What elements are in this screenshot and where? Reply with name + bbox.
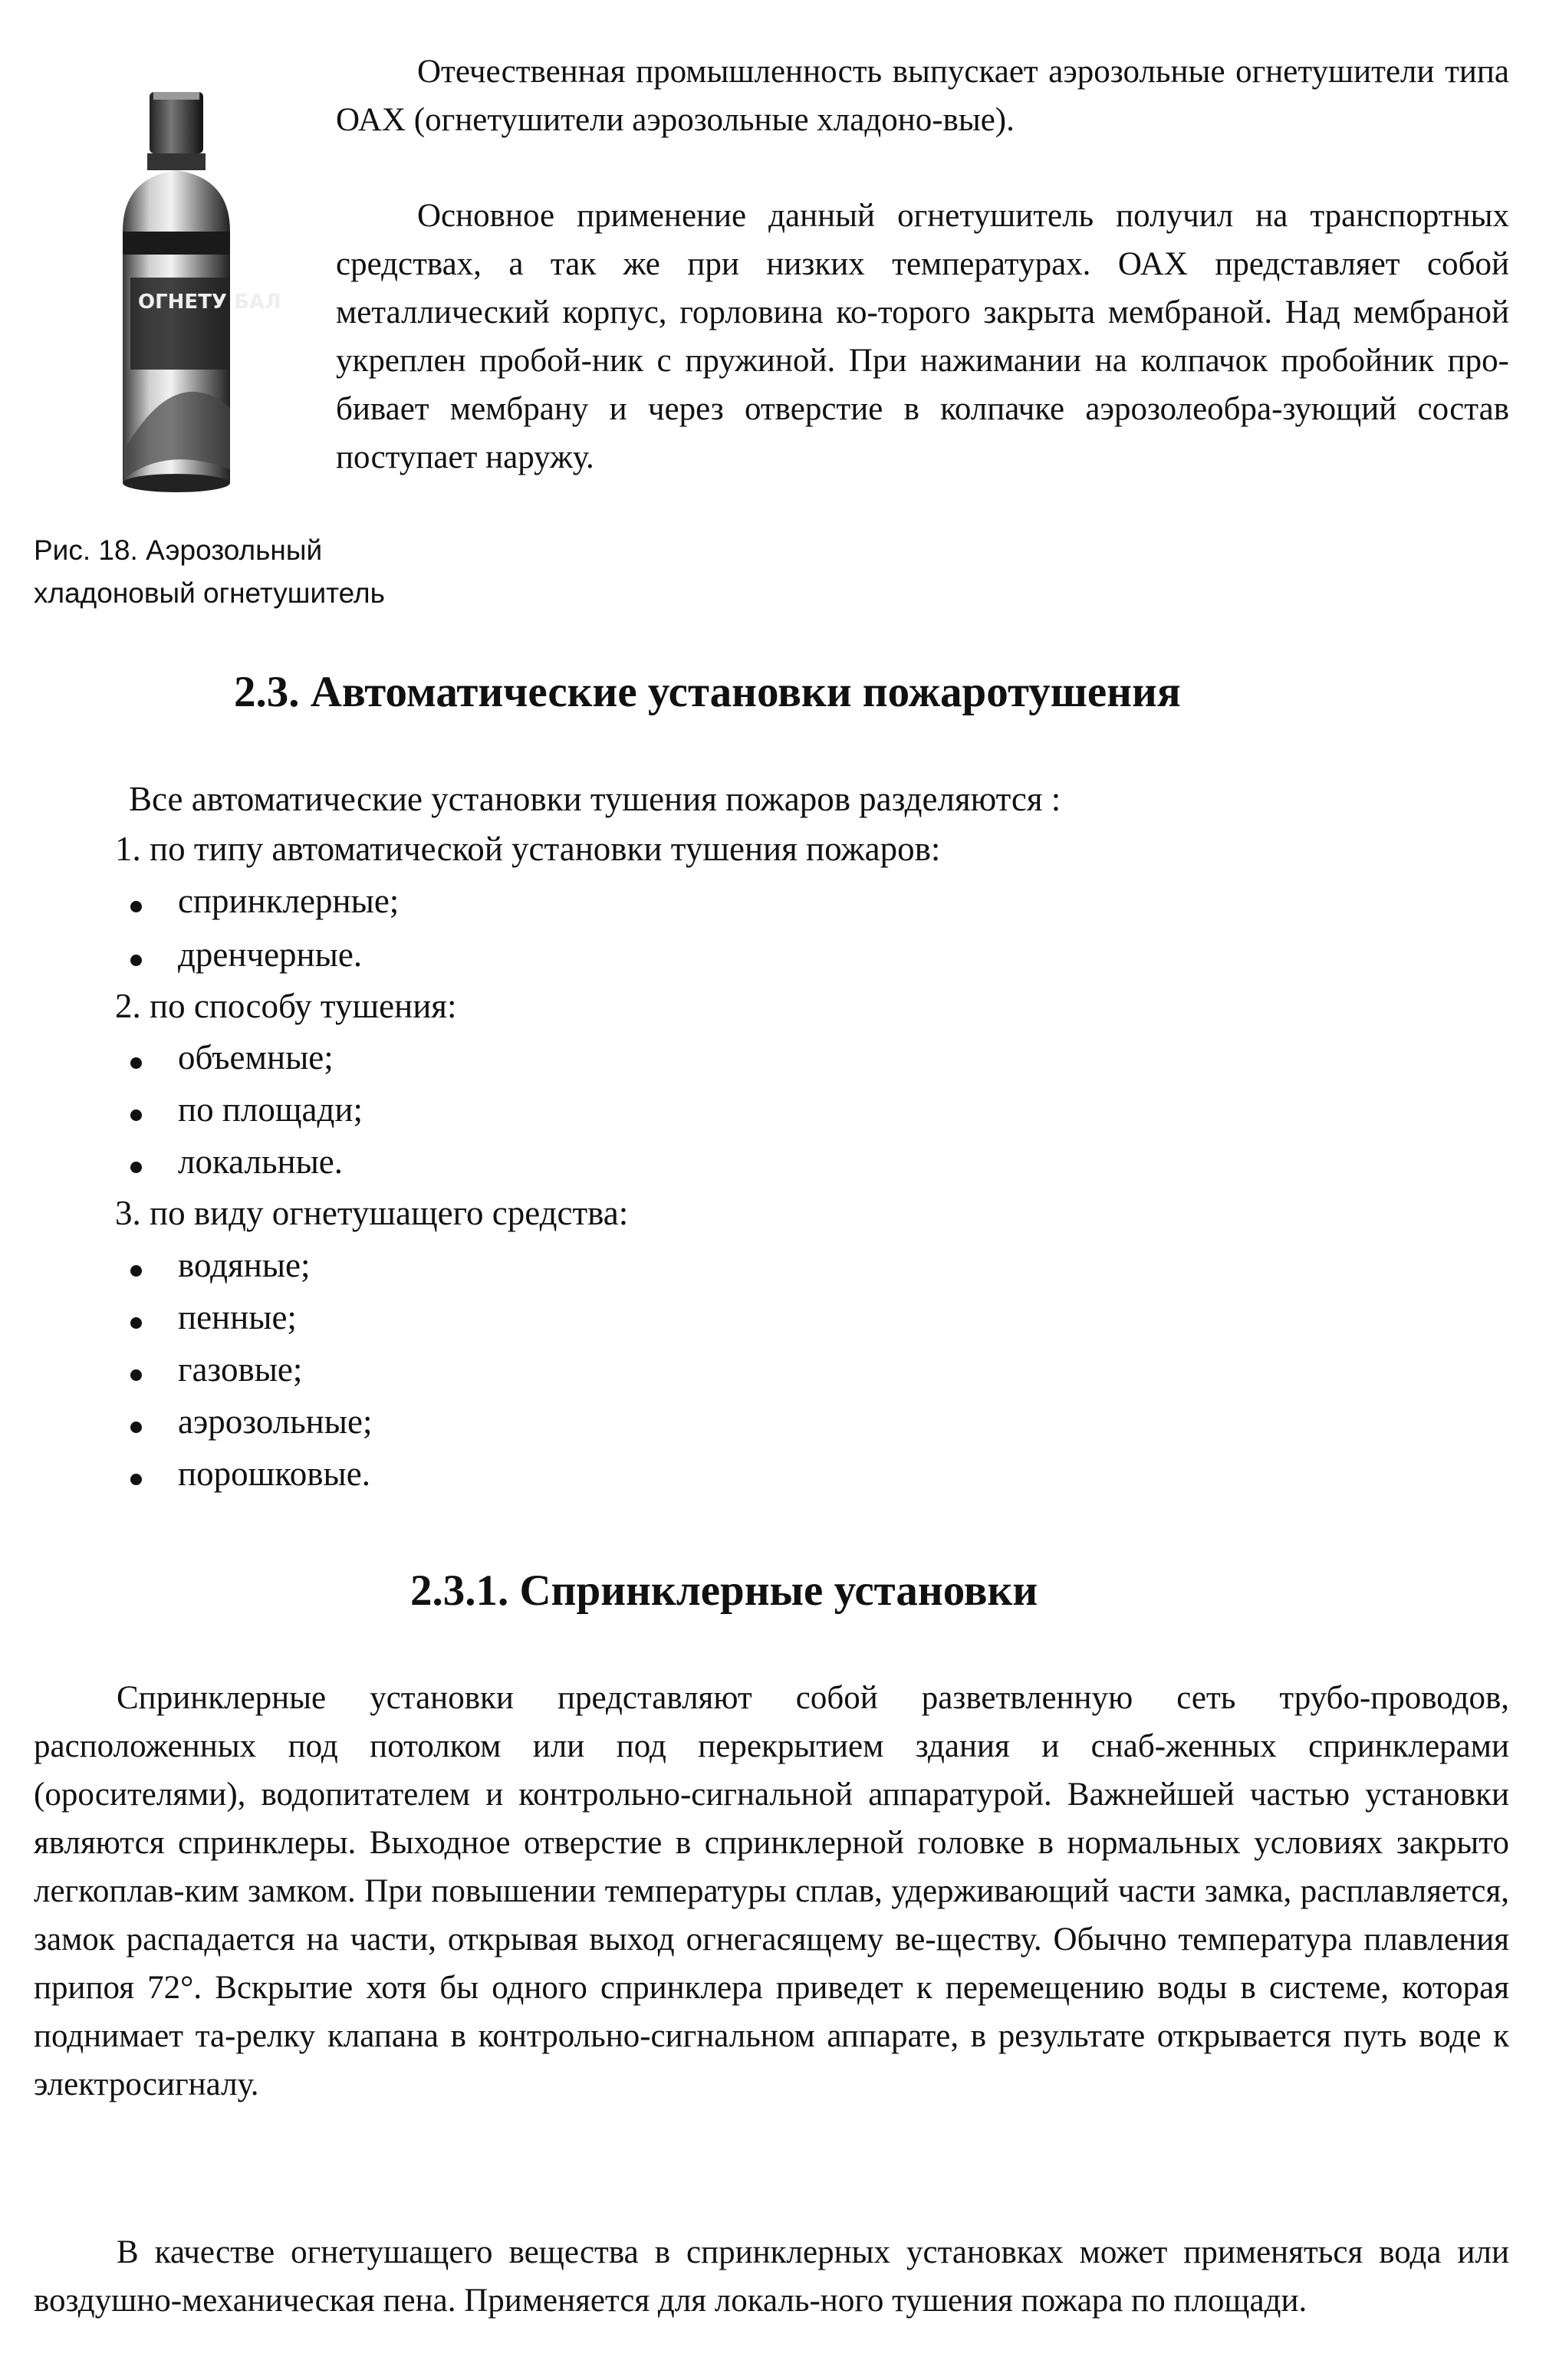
bullet-icon — [130, 955, 142, 966]
bullet-icon — [130, 1474, 142, 1485]
list-group-3: 3. по виду огнетушащего средства: — [115, 1194, 629, 1232]
bullet-icon — [130, 901, 142, 912]
bullet-icon — [130, 1057, 142, 1069]
list-item: по площади; — [178, 1090, 363, 1129]
intro-paragraph-2: Основное применение данный огнетушитель получил на транспортных средствах, а так же при низких температурах. ОАХ представляет собой металлический корпус, горловина ко-торого закрыта мембраной. Над мембраной укреплен пробой-ник с пружиной. При нажимании на колпачок пробойник про-бивает мембрану и через отверстие в колпачке аэрозолеобра-зующий состав поступает наружу. — [336, 198, 1509, 475]
list-item: локальные. — [178, 1142, 344, 1181]
list-item: спринклерные; — [178, 882, 400, 920]
section-heading-2-3-1: 2.3.1. Спринклерные установки — [410, 1566, 1038, 1615]
body-paragraph-2: В качестве огнетушащего вещества в спринклерных установках может применяться вода или воздушно-механическая пена. Применяется для локаль-ного тушения пожара по площади. — [34, 2234, 1509, 2319]
list-group-2: 2. по способу тушения: — [115, 987, 457, 1025]
bullet-icon — [130, 1109, 142, 1121]
list-item: пенные; — [178, 1298, 297, 1336]
bullet-icon — [130, 1422, 142, 1433]
intro-paragraph-1: Отечественная промышленность выпускает аэрозольные огнетушители типа ОАХ (огнетушители аэрозольные хладоно-вые). — [336, 54, 1509, 138]
bullet-icon — [130, 1162, 142, 1173]
list-item: водяные; — [178, 1246, 311, 1284]
section-lead: Все автоматические установки тушения пожаров разделяются : — [129, 780, 1061, 818]
section-heading-2-3: 2.3. Автоматические установки пожаротушения — [234, 668, 1181, 716]
bullet-icon — [130, 1317, 142, 1329]
figure-caption — [34, 529, 385, 615]
aerosol-can-illustration — [107, 86, 284, 500]
extinguisher-image — [107, 86, 284, 500]
list-item: дренчерные. — [178, 935, 363, 974]
body-paragraph-1: Спринклерные установки представляют собой разветвленную сеть трубо-проводов, расположенных под потолком или под перекрытием здания и снаб-женных спринклерами (оросителями), водопитателем и контрольно-сигнальной аппаратурой. Важнейшей частью установки являются спринклеры. Выходное отверстие в спринклерной головке в нормальных условиях закрыто легкоплав-ким замком. При повышении температуры сплав, удерживающий части замка, расплавляется, замок распадается на части, открывая выход огнегасящему ве-ществу. Обычно температура плавления припоя 72°. Вскрытие хотя бы одного спринклера приведет к перемещению воды в системе, которая поднимает та-релку клапана в контрольно-сигнальном аппарате, в результате открывается путь воде к электросигналу. — [34, 1680, 1509, 2102]
bullet-icon — [130, 1265, 142, 1277]
can-label-text: ОГНЕТУ БАЛ — [138, 291, 281, 314]
list-item: аэрозольные; — [178, 1402, 373, 1441]
figure-caption-line1: Рис. 18. Аэрозольный — [34, 534, 323, 566]
list-item: газовые; — [178, 1350, 303, 1389]
bullet-icon — [130, 1369, 142, 1381]
figure-caption-line2: хладоновый огнетушитель — [34, 577, 385, 609]
list-item: объемные; — [178, 1038, 334, 1077]
list-item: порошковые. — [178, 1455, 371, 1493]
list-group-1: 1. по типу автоматической установки тушения пожаров: — [115, 830, 941, 868]
